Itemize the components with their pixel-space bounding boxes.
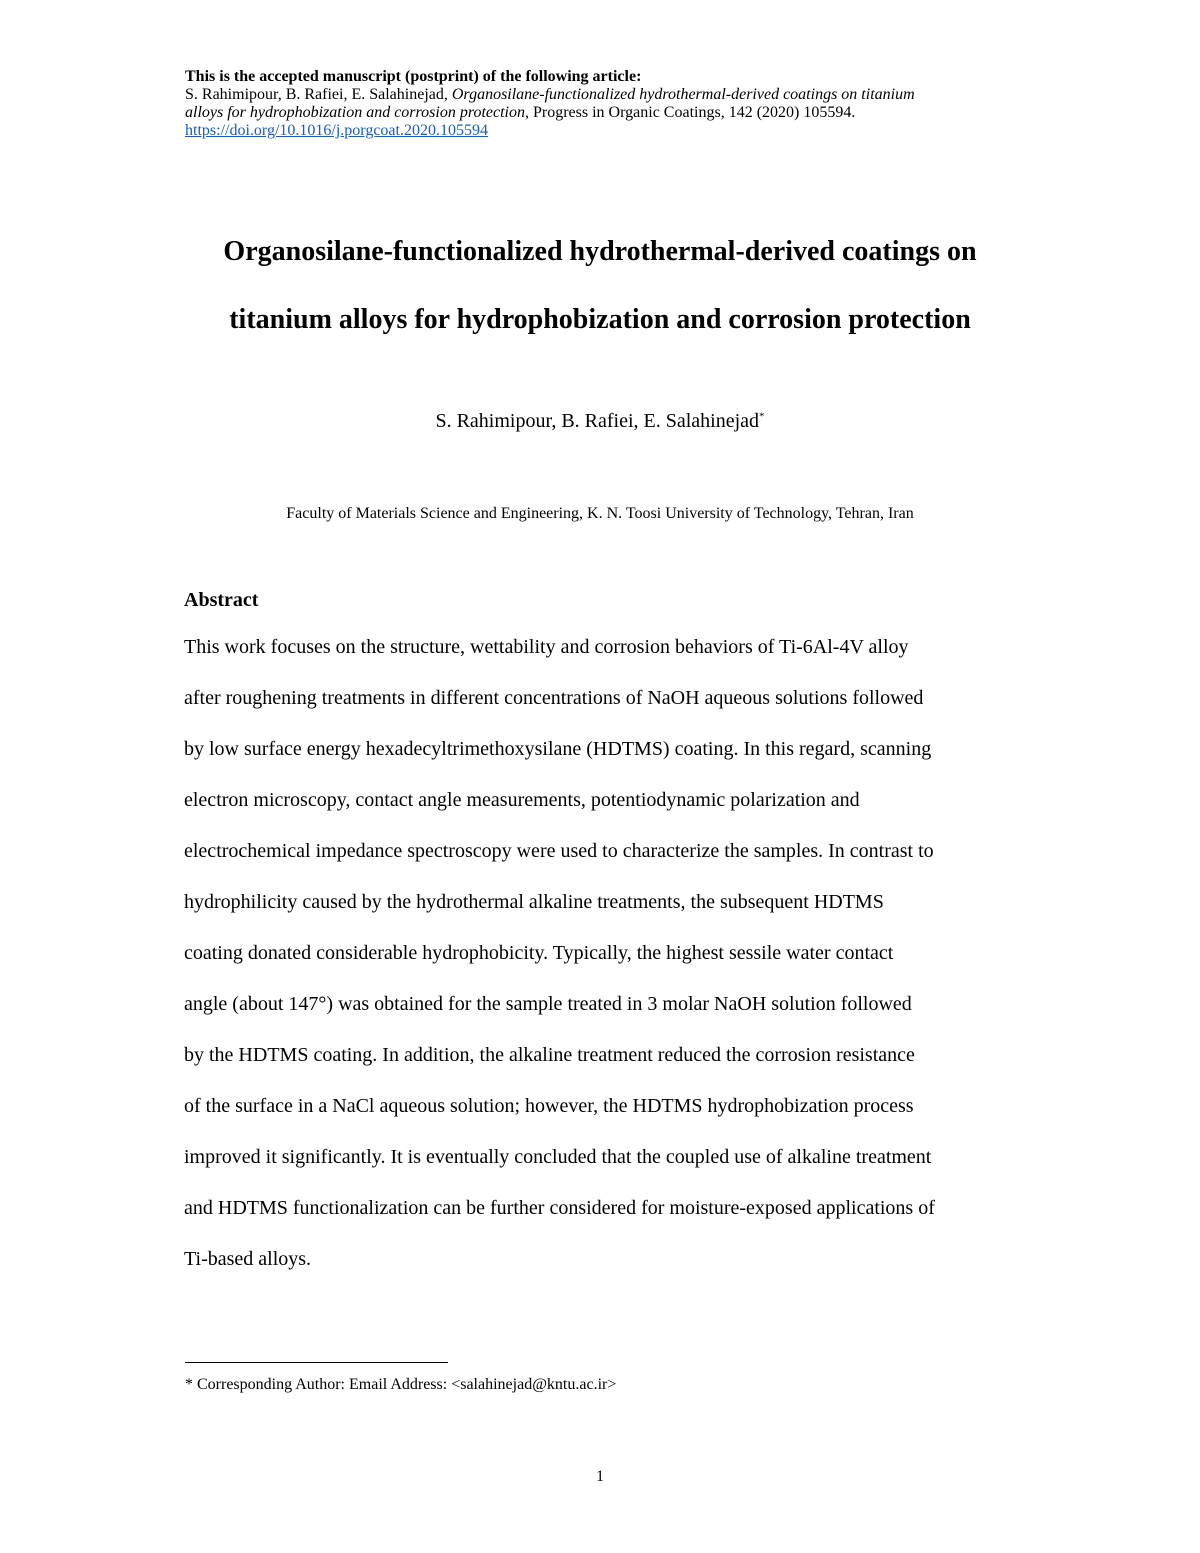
citation	[185, 86, 1025, 140]
abstract-line: by low surface energy hexadecyltrimethoxysilane (HDTMS) coating. In this regard, scanning	[184, 738, 932, 760]
abstract-line: and HDTMS functionalization can be further considered for moisture-exposed applications of	[184, 1197, 935, 1219]
citation-authors: S. Rahimipour, B. Rafiei, E. Salahinejad,	[185, 86, 452, 103]
abstract-body	[184, 622, 1016, 1285]
corresponding-author-footnote: * Corresponding Author: Email Address: <salahinejad@kntu.ac.ir>	[185, 1376, 617, 1393]
author-list	[120, 408, 1080, 434]
citation-title-line2: alloys for hydrophobization and corrosion protection	[185, 104, 525, 121]
affiliation: Faculty of Materials Science and Engineering, K. N. Toosi University of Technology, Tehran, Iran	[286, 505, 914, 522]
abstract-line: by the HDTMS coating. In addition, the alkaline treatment reduced the corrosion resistance	[184, 1044, 915, 1066]
postprint-notice	[185, 68, 1025, 140]
author-names: S. Rahimipour, B. Rafiei, E. Salahinejad	[435, 410, 760, 432]
paper-title	[120, 218, 1080, 354]
abstract-line: angle (about 147°) was obtained for the sample treated in 3 molar NaOH solution followed	[184, 993, 912, 1015]
abstract-line: hydrophilicity caused by the hydrothermal alkaline treatments, the subsequent HDTMS	[184, 891, 884, 913]
paper-title-line1: Organosilane-functionalized hydrothermal-derived coatings on	[223, 236, 977, 267]
citation-journal: , Progress in Organic Coatings, 142 (2020) 105594.	[525, 104, 856, 121]
abstract-line: electrochemical impedance spectroscopy were used to characterize the samples. In contrast to	[184, 840, 934, 862]
abstract-line: Ti-based alloys.	[184, 1248, 312, 1270]
doi-link[interactable]: https://doi.org/10.1016/j.porgcoat.2020.105594	[185, 122, 488, 139]
abstract-line: coating donated considerable hydrophobicity. Typically, the highest sessile water contact	[184, 942, 894, 964]
abstract-line: improved it significantly. It is eventually concluded that the coupled use of alkaline treatment	[184, 1146, 932, 1168]
abstract-line: after roughening treatments in different concentrations of NaOH aqueous solutions followed	[184, 687, 924, 709]
abstract-line: This work focuses on the structure, wettability and corrosion behaviors of Ti-6Al-4V alloy	[184, 636, 909, 658]
paper-title-line2: titanium alloys for hydrophobization and corrosion protection	[229, 304, 971, 335]
corresponding-author-mark: *	[759, 410, 765, 423]
abstract-line: electron microscopy, contact angle measurements, potentiodynamic polarization and	[184, 789, 860, 811]
abstract-line: of the surface in a NaCl aqueous solution; however, the HDTMS hydrophobization process	[184, 1095, 914, 1117]
footnote-divider	[185, 1362, 448, 1363]
page-number: 1	[596, 1468, 604, 1485]
abstract-heading: Abstract	[184, 589, 259, 611]
postprint-heading: This is the accepted manuscript (postprint) of the following article:	[185, 68, 642, 85]
citation-title-line1: Organosilane-functionalized hydrothermal-derived coatings on titanium	[451, 86, 915, 103]
